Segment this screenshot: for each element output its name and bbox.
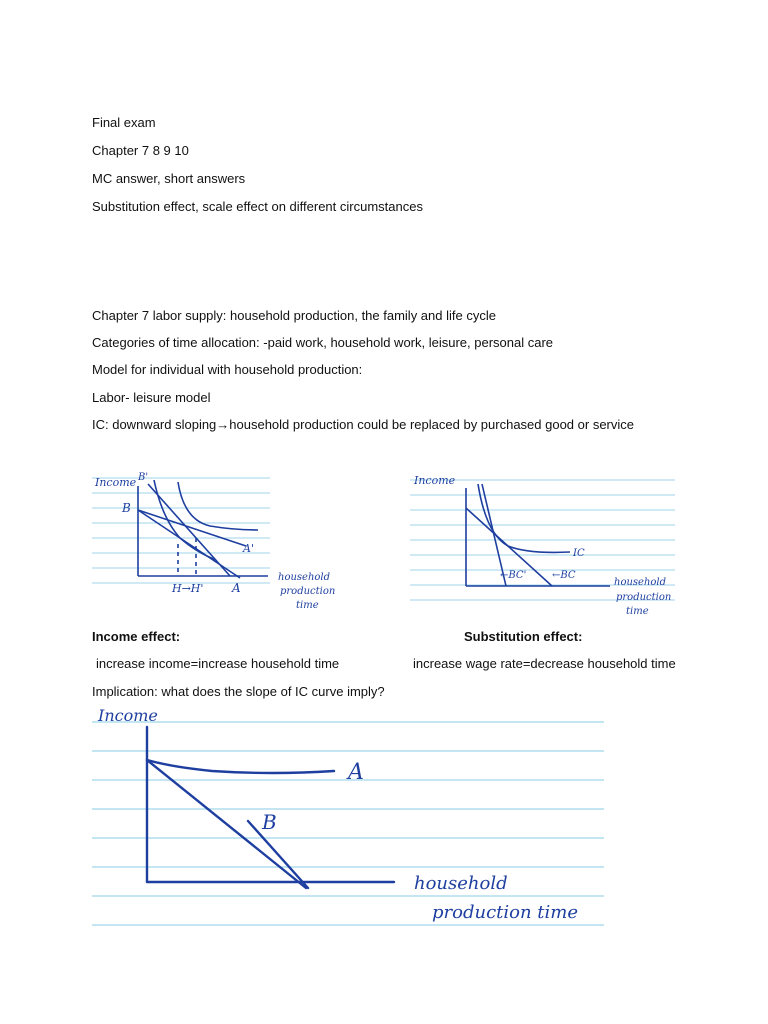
left-y-label: Income <box>95 476 137 489</box>
substitution-effect-title: Substitution effect: <box>464 629 583 644</box>
bottom-x-label-1: household <box>414 873 508 894</box>
income-effect-title: Income effect: <box>92 629 181 644</box>
time-categories-line: Categories of time allocation: -paid work, household work, leisure, personal care <box>92 335 554 350</box>
left-x-axis-label <box>270 568 350 618</box>
bottom-y-label: Income <box>98 706 158 725</box>
left-a-label: A <box>232 581 241 595</box>
chapter7-title: Chapter 7 labor supply: household production, the family and life cycle <box>92 308 496 323</box>
svg-text:time: time <box>296 600 319 611</box>
svg-text:production: production <box>280 586 336 597</box>
substitution-effect-text: increase wage rate=decrease household time <box>413 656 676 671</box>
left-h-label: H→H' <box>172 582 204 595</box>
bottom-a-label: A <box>348 760 364 785</box>
right-y-label: Income <box>414 474 456 487</box>
svg-text:household: household <box>278 572 331 583</box>
income-effect-sketch <box>92 468 270 598</box>
right-bc-prime-label: ←BC' <box>500 570 527 581</box>
left-b-prime-label: B' <box>138 472 149 483</box>
implication-line: Implication: what does the slope of IC curve imply? <box>92 684 385 699</box>
bottom-b-label: B <box>262 810 277 834</box>
effects-topic-line: Substitution effect, scale effect on different circumstances <box>92 199 423 214</box>
ic-line: IC: downward sloping→household production could be replaced by purchased good or service <box>92 417 635 432</box>
right-bc-label: ←BC <box>552 570 576 581</box>
right-x-label-2: production <box>616 592 672 603</box>
left-b-label: B <box>122 501 131 515</box>
right-x-label-3: time <box>626 606 649 617</box>
income-effect-text: increase income=increase household time <box>96 656 340 671</box>
left-a-prime-label: A' <box>243 542 254 555</box>
right-x-label-1: household <box>614 577 667 588</box>
model-line: Model for individual with household production: <box>92 362 363 377</box>
substitution-effect-sketch <box>410 468 675 618</box>
bottom-x-label-2: production time <box>432 902 579 923</box>
chapters-line: Chapter 7 8 9 10 <box>92 143 189 158</box>
answer-types-line: MC answer, short answers <box>92 171 246 186</box>
right-ic-label: IC <box>573 548 585 559</box>
labor-leisure-line: Labor- leisure model <box>92 390 211 405</box>
ic-slope-sketch <box>92 705 604 933</box>
final-exam-line: Final exam <box>92 115 156 130</box>
